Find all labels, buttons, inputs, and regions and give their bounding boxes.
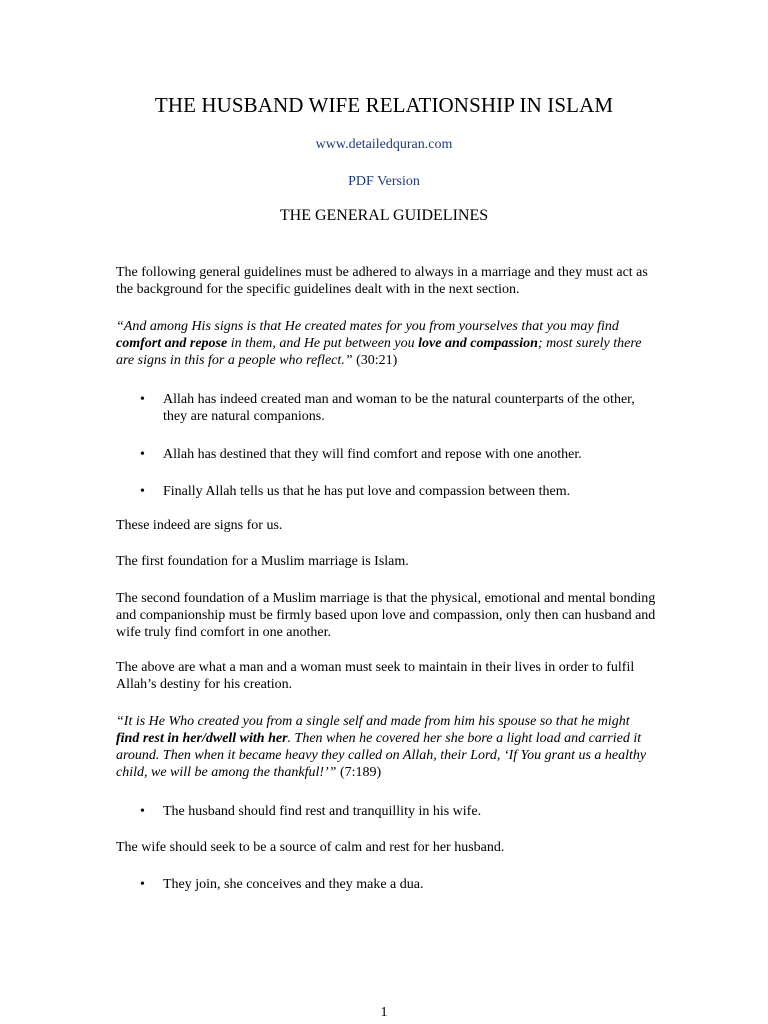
- list-item-text: Allah has indeed created man and woman to be the natural counterparts of the other, they are natural companions.: [163, 392, 635, 424]
- list-item: [140, 483, 660, 500]
- list-item: [140, 876, 660, 893]
- paragraph: The above are what a man and a woman must seek to maintain in their lives in order to fulfil Allah’s destiny for his creation.: [116, 660, 635, 692]
- quote-30-21: [116, 318, 656, 369]
- quote-text: . Then when he covered her she bore a light load and carried it around. Then when it became heavy they called on Allah, their Lord, ‘If You grant us a healthy child, we will be among the thankful!’”: [116, 731, 647, 780]
- page-number: 1: [380, 1005, 388, 1020]
- list-item-text: Finally Allah tells us that he has put love and compassion between them.: [163, 484, 571, 499]
- quote-text: “It is He Who created you from a single self and made from him his spouse so that he might: [116, 714, 630, 729]
- paragraph: The second foundation of a Muslim marriage is that the physical, emotional and mental bonding and companionship must be firmly based upon love and compassion, only then can husband and wife truly find comfort in one another.: [116, 591, 656, 640]
- list-item-text: Allah has destined that they will find comfort and repose with one another.: [163, 447, 582, 462]
- bullet-icon: •: [140, 447, 145, 462]
- paragraph: These indeed are signs for us.: [116, 518, 283, 533]
- quote-reference: (30:21): [356, 353, 398, 368]
- quote-emphasis: love and compassion: [418, 336, 538, 351]
- bullet-icon: •: [140, 804, 145, 819]
- bullet-icon: •: [140, 877, 145, 892]
- quote-text: “And among His signs is that He created mates for you from yourselves that you may find: [116, 319, 619, 334]
- paragraph: The wife should seek to be a source of calm and rest for her husband.: [116, 840, 505, 855]
- pdf-version-label: PDF Version: [348, 174, 420, 189]
- section-title: THE GENERAL GUIDELINES: [279, 207, 489, 224]
- quote-7-189: [116, 713, 656, 781]
- quote-text: in them, and He put between you: [227, 336, 419, 351]
- list-item-text: The husband should find rest and tranquillity in his wife.: [163, 804, 482, 819]
- quote-text: ; most surely there are signs in this for a people who reflect.”: [116, 336, 642, 368]
- bullet-icon: •: [140, 484, 145, 499]
- paragraph: The first foundation for a Muslim marriage is Islam.: [116, 554, 409, 569]
- quote-reference: (7:189): [339, 765, 382, 780]
- list-item: [140, 803, 660, 820]
- list-item-text: They join, she conceives and they make a dua.: [163, 877, 424, 892]
- website-link[interactable]: www.detailedquran.com: [315, 137, 453, 152]
- intro-paragraph: The following general guidelines must be adhered to always in a marriage and they must act as the background for the specific guidelines dealt with in the next section.: [116, 265, 648, 297]
- bullet-icon: •: [140, 392, 145, 407]
- quote-emphasis: comfort and repose: [116, 336, 228, 351]
- document-title: THE HUSBAND WIFE RELATIONSHIP IN ISLAM: [154, 93, 614, 117]
- list-item: [140, 446, 660, 463]
- list-item: [140, 391, 660, 425]
- quote-emphasis: find rest in her/dwell with her: [116, 731, 288, 746]
